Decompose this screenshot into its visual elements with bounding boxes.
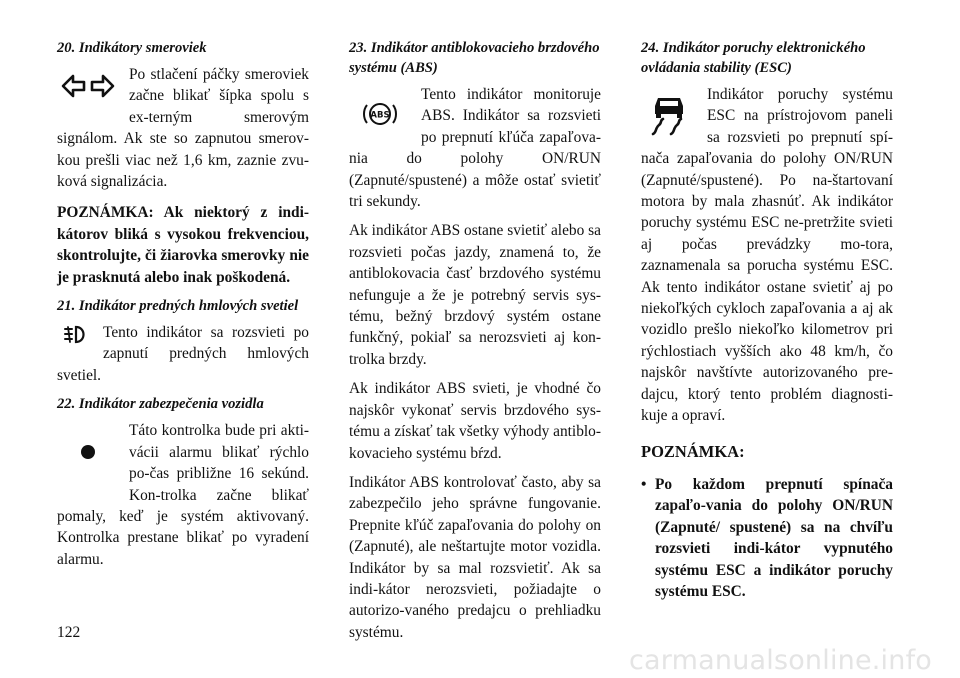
note-bullet-list: [641, 474, 893, 602]
section-23-text-3: Ak indikátor ABS svieti, je vhodné čo najskôr vykonať servis brzdového sys-tému a získať tak všetky výhody antiblo-kovacieho systému bŕzd.: [349, 380, 601, 462]
section-23-intro-block: [349, 84, 601, 212]
section-20-text-block: [57, 64, 309, 192]
watermark: carmanualsonline.info: [629, 645, 932, 676]
section-21-heading: 21. Indikátor predných hmlových svetiel: [57, 298, 299, 315]
svg-text:ABS: ABS: [370, 110, 390, 121]
section-20-text: Po stlačení páčky smeroviek začne blikať šípka spolu s ex-terným smerovým signálom. Ak ste so zapnutou smerov-kou prešli viac než 1,6 km, zaznie zvu-ková signalizácia.: [57, 66, 309, 191]
list-item: [641, 474, 893, 602]
section-21-text-block: [57, 322, 309, 386]
abs-icon: [349, 84, 411, 144]
turn-signal-arrows-icon: [57, 64, 119, 108]
page-number: 122: [57, 624, 81, 641]
section-23-text-2: Ak indikátor ABS ostane svietiť alebo sa rozsvieti počas jazdy, znamená to, že antiblokovacia časť brzdového systému nefunguje a že je potrebný servis sys-tému, bežný brzdový systém ostane funkčný, pokiaľ sa nerozsvieti aj kon-trolka brzdy.: [349, 222, 601, 368]
vehicle-security-dot-icon: [57, 420, 119, 484]
section-24-heading: 24. Indikátor poruchy elektronického ovládania stability (ESC): [641, 40, 866, 76]
section-22-text-block: [57, 420, 309, 570]
column-left: [57, 38, 309, 578]
bullet-icon: •: [641, 475, 647, 493]
section-23-text-4: Indikátor ABS kontrolovať často, aby sa zabezpečilo jeho správne fungovanie. Prepnite kľúč zapaľovania do polohy on (Zapnuté), ale neštartujte motor vozidla. Indikátor by sa mal rozsvietiť. Ak sa indi-kátor nerozsvieti, požiadajte o autorizo-vaného predajcu o prehliadku systému.: [349, 473, 601, 641]
column-right: [641, 38, 893, 602]
note-bullet-text: Po každom prepnutí spínača zapaľo-vania do polohy ON/RUN (Zapnuté/ spustené) sa na chvíľu rozsvieti indi-kátor vypnutého systému ESC a indikátor poruchy systému ESC.: [655, 475, 893, 600]
section-23-text-1: Tento indikátor monitoruje ABS. Indikátor sa rozsvieti po prepnutí kľúča zapaľova-nia do polohy ON/RUN (Zapnuté/spustené) a môže ostať svietiť tri sekundy.: [349, 86, 601, 211]
section-20-heading: 20. Indikátory smeroviek: [57, 40, 207, 56]
esc-skid-car-icon: [641, 84, 697, 146]
section-24-text-block: [641, 84, 893, 427]
column-middle: [349, 38, 601, 651]
section-22-text: Táto kontrolka bude pri akti-vácii alarmu blikať rýchlo po-čas približne 16 sekúnd. Kon-trolka začne blikať pomaly, keď je systém aktivovaný. Kontrolka prestane blikať po vyradení alarmu.: [57, 422, 309, 568]
section-24-text: Indikátor poruchy systému ESC na prístrojovom paneli sa rozsvieti po prepnutí spí-nača zapaľovania do polohy ON/RUN (Zapnuté/spustené). Po na-štartovaní motora by mala zhasnúť. Ak indikátor poruchy systému ESC ne-pretržite svieti aj počas prevádzky mo-tora, zaznamenala sa porucha systému ESC. Ak tento indikátor ostane svietiť aj po niekoľkých cykloch zapaľovania a aj ak vozidlo prešlo niekoľko kilometrov pri rýchlostiach vyšších ako 48 km/h, čo najskôr navštívte autorizovaného pre-dajcu, ktorý tento problém diagnosti-kuje a opraví.: [641, 86, 893, 425]
note-title: POZNÁMKA:: [641, 441, 745, 461]
front-fog-light-icon: [57, 322, 93, 348]
section-22-heading: 22. Indikátor zabezpečenia vozidla: [57, 396, 264, 413]
note-turn-signal: POZNÁMKA: Ak niektorý z indi-kátorov bliká s vysokou frekvenciou, skontrolujte, či žiarovka smerovky nie je prasknutá alebo inak poškodená.: [57, 204, 309, 286]
section-21-text: Tento indikátor sa rozsvieti po zapnutí predných hmlových svetiel.: [57, 324, 309, 384]
section-23-heading: 23. Indikátor antiblokovacieho brzdového systému (ABS): [349, 40, 600, 76]
